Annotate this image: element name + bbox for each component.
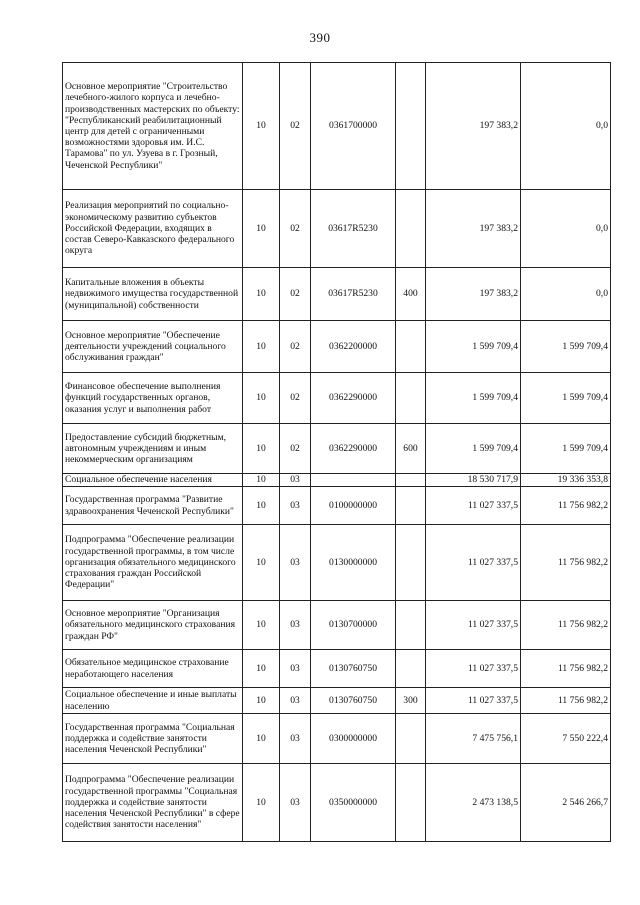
- table-row: [63, 424, 611, 474]
- section-code-cell: 10: [243, 268, 280, 321]
- amount-year-1-cell: 197 383,2: [426, 63, 521, 190]
- amount-year-1-cell: 11 027 337,5: [426, 601, 521, 650]
- amount-year-2-cell: 11 756 982,2: [521, 487, 611, 525]
- amount-year-2-cell: 1 599 709,4: [521, 424, 611, 474]
- subsection-code-cell: 02: [280, 321, 311, 373]
- target-article-cell: 0350000000: [311, 764, 396, 842]
- table-row: [63, 474, 611, 487]
- row-name-cell: Обязательное медицинское страхование неработающего населения: [63, 650, 243, 688]
- amount-year-1-cell: 1 599 709,4: [426, 321, 521, 373]
- subsection-code-cell: 02: [280, 424, 311, 474]
- expense-type-cell: [396, 764, 426, 842]
- section-code-cell: 10: [243, 474, 280, 487]
- table-row: [63, 525, 611, 601]
- section-code-cell: 10: [243, 688, 280, 714]
- row-name-cell: Социальное обеспечение населения: [63, 474, 243, 487]
- section-code-cell: 10: [243, 63, 280, 190]
- amount-year-1-cell: 1 599 709,4: [426, 424, 521, 474]
- expense-type-cell: [396, 321, 426, 373]
- amount-year-1-cell: 11 027 337,5: [426, 650, 521, 688]
- expense-type-cell: [396, 190, 426, 268]
- subsection-code-cell: 03: [280, 688, 311, 714]
- subsection-code-cell: 03: [280, 764, 311, 842]
- row-name-cell: Реализация мероприятий по социально-экономическому развитию субъектов Российской Федерации, входящих в состав Северо-Кавказского федерального округа: [63, 190, 243, 268]
- table-row: [63, 764, 611, 842]
- row-name-cell: Основное мероприятие "Строительство лечебного-жилого корпуса и лечебно-производственных мастерских по объекту: "Республиканский реабилитационный центр для детей с ограниченными возможностями здоровья им. И.С. Тарамова" по ул. Узуева в г. Грозный, Чеченской Республики": [63, 63, 243, 190]
- row-name-cell: Основное мероприятие "Обеспечение деятельности учреждений социального обслуживания граждан": [63, 321, 243, 373]
- table-row: [63, 714, 611, 764]
- table-row: [63, 268, 611, 321]
- section-code-cell: 10: [243, 190, 280, 268]
- expense-type-cell: [396, 714, 426, 764]
- subsection-code-cell: 03: [280, 487, 311, 525]
- amount-year-2-cell: 1 599 709,4: [521, 373, 611, 424]
- subsection-code-cell: 03: [280, 714, 311, 764]
- subsection-code-cell: 03: [280, 525, 311, 601]
- expense-type-cell: [396, 601, 426, 650]
- target-article-cell: 0362200000: [311, 321, 396, 373]
- amount-year-2-cell: 11 756 982,2: [521, 601, 611, 650]
- section-code-cell: 10: [243, 321, 280, 373]
- subsection-code-cell: 03: [280, 650, 311, 688]
- amount-year-2-cell: 0,0: [521, 268, 611, 321]
- table-row: [63, 688, 611, 714]
- page-number: 390: [309, 30, 331, 45]
- row-name-cell: Государственная программа "Социальная поддержка и содействие занятости населения Чеченской Республики": [63, 714, 243, 764]
- table-row: [63, 321, 611, 373]
- subsection-code-cell: 02: [280, 373, 311, 424]
- table-row: [63, 373, 611, 424]
- expense-type-cell: 300: [396, 688, 426, 714]
- target-article-cell: 0100000000: [311, 487, 396, 525]
- amount-year-2-cell: 1 599 709,4: [521, 321, 611, 373]
- table-row: [63, 487, 611, 525]
- section-code-cell: 10: [243, 525, 280, 601]
- expense-type-cell: 600: [396, 424, 426, 474]
- section-code-cell: 10: [243, 487, 280, 525]
- expense-type-cell: [396, 474, 426, 487]
- table-row: [63, 190, 611, 268]
- expense-type-cell: [396, 487, 426, 525]
- budget-table: [62, 62, 611, 842]
- expense-type-cell: [396, 650, 426, 688]
- target-article-cell: 0361700000: [311, 63, 396, 190]
- expense-type-cell: 400: [396, 268, 426, 321]
- subsection-code-cell: 03: [280, 474, 311, 487]
- amount-year-2-cell: 19 336 353,8: [521, 474, 611, 487]
- target-article-cell: 0362290000: [311, 424, 396, 474]
- amount-year-2-cell: 11 756 982,2: [521, 650, 611, 688]
- amount-year-2-cell: 7 550 222,4: [521, 714, 611, 764]
- row-name-cell: Финансовое обеспечение выполнения функций государственных органов, оказания услуг и выполнения работ: [63, 373, 243, 424]
- subsection-code-cell: 02: [280, 63, 311, 190]
- amount-year-1-cell: 11 027 337,5: [426, 525, 521, 601]
- target-article-cell: 0362290000: [311, 373, 396, 424]
- amount-year-1-cell: 197 383,2: [426, 268, 521, 321]
- amount-year-1-cell: 18 530 717,9: [426, 474, 521, 487]
- row-name-cell: Социальное обеспечение и иные выплаты населению: [63, 688, 243, 714]
- target-article-cell: 0130000000: [311, 525, 396, 601]
- target-article-cell: 0130760750: [311, 688, 396, 714]
- section-code-cell: 10: [243, 764, 280, 842]
- target-article-cell: 0300000000: [311, 714, 396, 764]
- amount-year-2-cell: 0,0: [521, 63, 611, 190]
- target-article-cell: 0130700000: [311, 601, 396, 650]
- amount-year-1-cell: 11 027 337,5: [426, 487, 521, 525]
- section-code-cell: 10: [243, 373, 280, 424]
- amount-year-2-cell: 0,0: [521, 190, 611, 268]
- amount-year-1-cell: 7 475 756,1: [426, 714, 521, 764]
- table-row: [63, 650, 611, 688]
- row-name-cell: Основное мероприятие "Организация обязательного медицинского страхования граждан РФ": [63, 601, 243, 650]
- table-row: [63, 601, 611, 650]
- amount-year-1-cell: 11 027 337,5: [426, 688, 521, 714]
- section-code-cell: 10: [243, 714, 280, 764]
- row-name-cell: Предоставление субсидий бюджетным, автономным учреждениям и иным некоммерческим организациям: [63, 424, 243, 474]
- row-name-cell: Государственная программа "Развитие здравоохранения Чеченской Республики": [63, 487, 243, 525]
- amount-year-2-cell: 2 546 266,7: [521, 764, 611, 842]
- expense-type-cell: [396, 63, 426, 190]
- subsection-code-cell: 02: [280, 190, 311, 268]
- subsection-code-cell: 03: [280, 601, 311, 650]
- budget-table-body: [63, 63, 611, 842]
- subsection-code-cell: 02: [280, 268, 311, 321]
- row-name-cell: Капитальные вложения в объекты недвижимого имущества государственной (муниципальной) собственности: [63, 268, 243, 321]
- target-article-cell: 03617R5230: [311, 190, 396, 268]
- row-name-cell: Подпрограмма "Обеспечение реализации государственной программы, в том числе организация обязательного медицинского страхования граждан Российской Федерации": [63, 525, 243, 601]
- amount-year-1-cell: 2 473 138,5: [426, 764, 521, 842]
- table-row: [63, 63, 611, 190]
- expense-type-cell: [396, 525, 426, 601]
- section-code-cell: 10: [243, 650, 280, 688]
- amount-year-1-cell: 197 383,2: [426, 190, 521, 268]
- section-code-cell: 10: [243, 601, 280, 650]
- amount-year-2-cell: 11 756 982,2: [521, 688, 611, 714]
- amount-year-2-cell: 11 756 982,2: [521, 525, 611, 601]
- target-article-cell: 03617R5230: [311, 268, 396, 321]
- target-article-cell: [311, 474, 396, 487]
- row-name-cell: Подпрограмма "Обеспечение реализации государственной программы "Социальная поддержка и содействие занятости населения Чеченской Республики" в сфере содействия занятости населения": [63, 764, 243, 842]
- expense-type-cell: [396, 373, 426, 424]
- target-article-cell: 0130760750: [311, 650, 396, 688]
- amount-year-1-cell: 1 599 709,4: [426, 373, 521, 424]
- section-code-cell: 10: [243, 424, 280, 474]
